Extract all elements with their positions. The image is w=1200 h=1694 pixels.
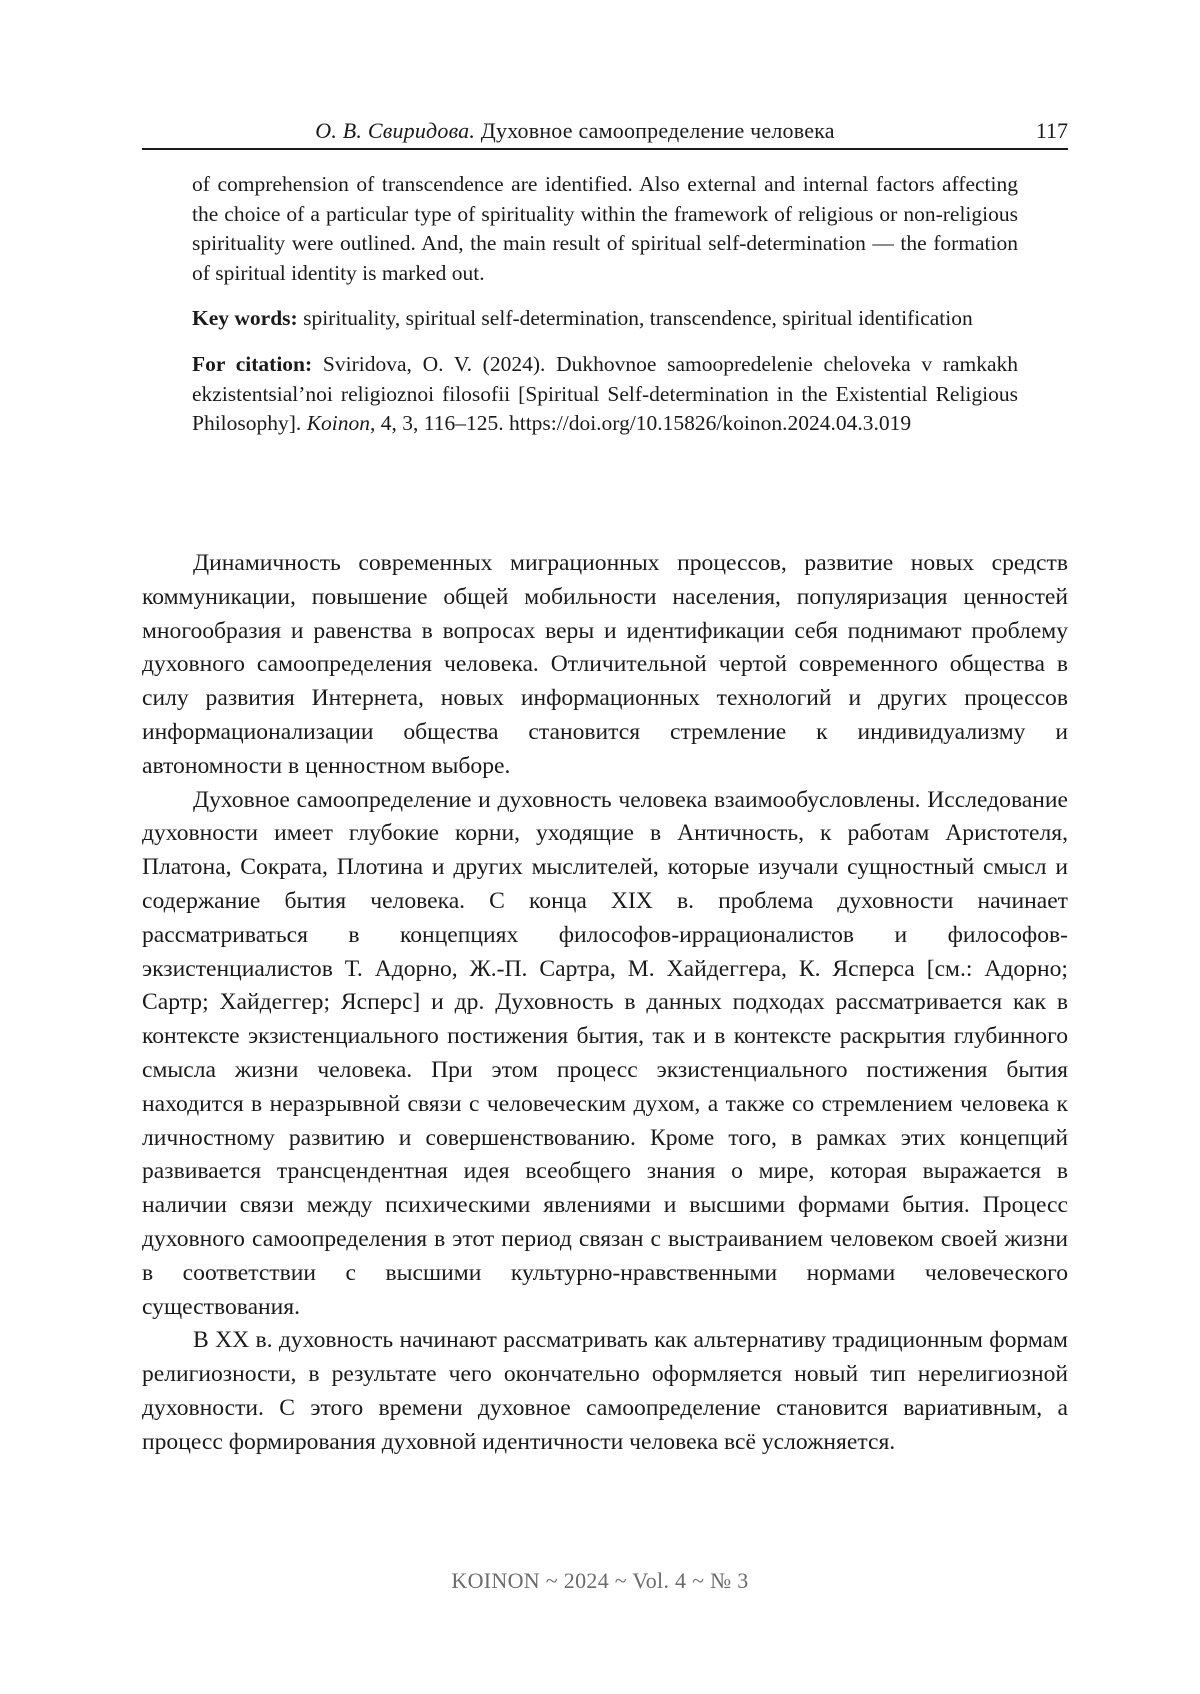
abstract-block [192, 170, 1018, 439]
abstract-summary: of comprehension of transcendence are identified. Also external and internal factors affecting the choice of a particular type of spirituality within the framework of religious or non-religious spirituality were outlined. And, the main result of spiritual self-determination — the formation of spiritual identity is marked out. [192, 172, 1018, 285]
citation-journal: Koinon [306, 411, 371, 436]
running-title [142, 118, 1008, 144]
body-paragraph: Динамичность современных миграционных процессов, развитие новых средств коммуникации, повышение общей мобильности населения, популяризация ценностей многообразия и равенства в вопросах веры и идентификации себя поднимают проблему духовного самоопределения человека. Отличительной чертой современного общества в силу развития Интернета, новых информационных технологий и других процессов информационализации общества становится стремление к индивидуализму и автономности в ценностном выборе. [142, 550, 1068, 779]
citation-label: For citation: [192, 351, 313, 376]
citation-text-before: Sviridova, O. V. (2024). Dukhovnoe samoopredelenie cheloveka v ramkakh ekzistentsial’noi religioznoi filosofii [Spiritual Self-determination in the Existential Religious Philosophy]. [192, 351, 1019, 436]
page-number: 117 [1035, 118, 1068, 143]
header-article-title: Духовное самоопределение человека [480, 118, 835, 143]
header-author: О. В. Свиридова. [315, 118, 476, 143]
body-paragraph: Духовное самоопределение и духовность человека взаимообусловлены. Исследование духовности имеет глубокие корни, уходящие в Античность, к работам Аристотеля, Платона, Сократа, Плотина и других мыслителей, которые изучали сущностный смысл и содержание бытия человека. С конца XIX в. проблема духовности начинает рассматриваться в концепциях философов-иррационалистов и философов-экзистенциалистов Т. Адорно, Ж.-П. Сартра, М. Хайдеггера, К. Ясперса [см.: Адорно; Сартр; Хайдеггер; Ясперс] и др. Духовность в данных подходах рассматривается как в контексте экзистенциального постижения бытия, так и в контексте раскрытия глубинного смысла жизни человека. При этом процесс экзистенциального постижения бытия находится в неразрывной связи с человеческим духом, а также со стремлением человека к личностному развитию и совершенствованию. Кроме того, в рамках этих концепций развивается трансцендентная идея всеобщего знания о мире, которая выражается в наличии связи между психическими явлениями и высшими формами бытия. Процесс духовного самоопределения в этот период связан с выстраиванием человеком своей жизни в соответствии с высшими культурно-нравственными нормами человеческого существования. [142, 786, 1068, 1320]
keywords-text: spirituality, spiritual self-determination, transcendence, spiritual identification [303, 306, 973, 331]
running-header [142, 112, 1068, 150]
keywords-label: Key words: [192, 306, 298, 331]
body-paragraph: В XX в. духовность начинают рассматривать как альтернативу традиционным формам религиозности, в результате чего окончательно оформляется новый тип нерелигиозной духовности. С этого времени духовное самоопределение становится вариативным, а процесс формирования духовной идентичности человека всё усложняется. [142, 1327, 1068, 1455]
journal-footer: KOINON ~ 2024 ~ Vol. 4 ~ № 3 [451, 1568, 749, 1593]
citation-text-after: , 4, 3, 116–125. https://doi.org/10.15826/koinon.2024.04.3.019 [370, 411, 912, 436]
keywords-paragraph [192, 304, 1018, 334]
citation-paragraph [192, 350, 1018, 439]
article-body [142, 547, 1068, 1460]
